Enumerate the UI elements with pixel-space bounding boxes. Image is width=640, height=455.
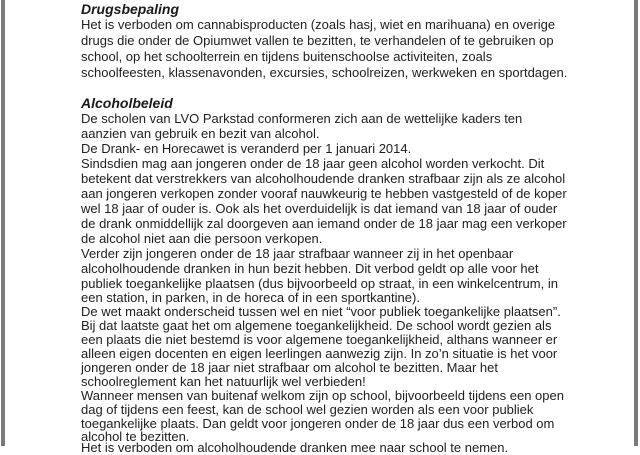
text-line: publiek toegankelijke plaatsen (dus bijvoorbeeld op straat, in een winkelcentrum, in [81,276,558,291]
text-line: alleen eigen docenten en eigen leerlingen aanwezig zijn. In zo’n situatie is het voor [81,346,558,361]
scan-edge-left [1,0,5,446]
text-line: Sindsdien mag aan jongeren onder de 18 jaar geen alcohol worden verkocht. Dit [81,156,545,171]
text-line: schoolfeesten, klassenavonden, excursies, schoolreizen, werkweken en sportdagen. [81,65,568,80]
text-line: jongeren onder de 18 jaar niet strafbaar om alcohol te bezitten. Maar het [81,360,498,375]
text-line: aanzien van gebruik en bezit van alcohol. [81,126,320,141]
scan-edge-right [634,0,638,446]
clipped-text-line: Het is verboden om alcoholhoudende dranken mee naar school te nemen. [81,440,509,455]
text-line: toegankelijke plaats. Dan geldt voor jongeren onder de 18 jaar dus een verbod om [81,416,555,431]
section-heading-drugsbepaling: Drugsbepaling [81,1,180,17]
text-line: wel 18 jaar of ouder is. Ook als het overduidelijk is dat iemand van 18 jaar of ouder [81,201,558,216]
text-line: De Drank- en Horecawet is veranderd per 1 januari 2014. [81,141,412,156]
text-line: een station, in parken, in de horeca of in een sportkantine). [81,290,420,305]
text-line: de drank onmiddellijk zal doorgeven aan iemand onder de 18 jaar mag een verkoper [81,216,567,231]
text-line: de alcohol niet aan die persoon verkopen. [81,231,323,246]
text-line: drugs die onder de Opiumwet vallen te bezitten, te verhandelen of te gebruiken op [81,33,554,48]
text-line: schoolreglement kan het natuurlijk wel verbieden! [81,374,366,389]
text-line: betekent dat verstrekkers van alcoholhoudende dranken strafbaar zijn als ze alcohol [81,171,566,186]
text-line: dag of tijdens een feest, kan de school wel gezien worden als een voor publiek [81,402,534,417]
text-line: De scholen van LVO Parkstad conformeren zich aan de wettelijke kaders ten [81,111,523,126]
text-line: alcoholhoudende dranken in hun bezit hebben. Dit verbod geldt op alle voor het [81,261,539,276]
text-line: Het is verboden om cannabisproducten (zoals hasj, wiet en marihuana) en overige [81,17,556,32]
text-line: school, op het schoolterrein en tijdens buitenschoolse activiteiten, zoals [81,49,493,64]
text-line: De wet maakt onderscheid tussen wel en niet “voor publiek toegankelijke plaatsen”. [81,304,561,319]
text-line: Verder zijn jongeren onder de 18 jaar strafbaar wanneer zij in het openbaar [81,246,514,261]
section-heading-alcoholbeleid: Alcoholbeleid [81,95,173,111]
text-line: aan jongeren verkopen zonder vooraf nauwkeurig te hebben vastgesteld of de koper [81,186,567,201]
text-line: een plaats die niet bestemd is voor algemene toegankelijkheid, althans wanneer er [81,332,558,347]
text-line: Wanneer mensen van buitenaf welkom zijn op school, bijvoorbeeld tijdens een open [81,388,564,403]
text-line: Bij dat laatste gaat het om algemene toegankelijkheid. De school wordt gezien als [81,318,552,333]
text-line: alcohol te bezitten. [81,429,190,444]
